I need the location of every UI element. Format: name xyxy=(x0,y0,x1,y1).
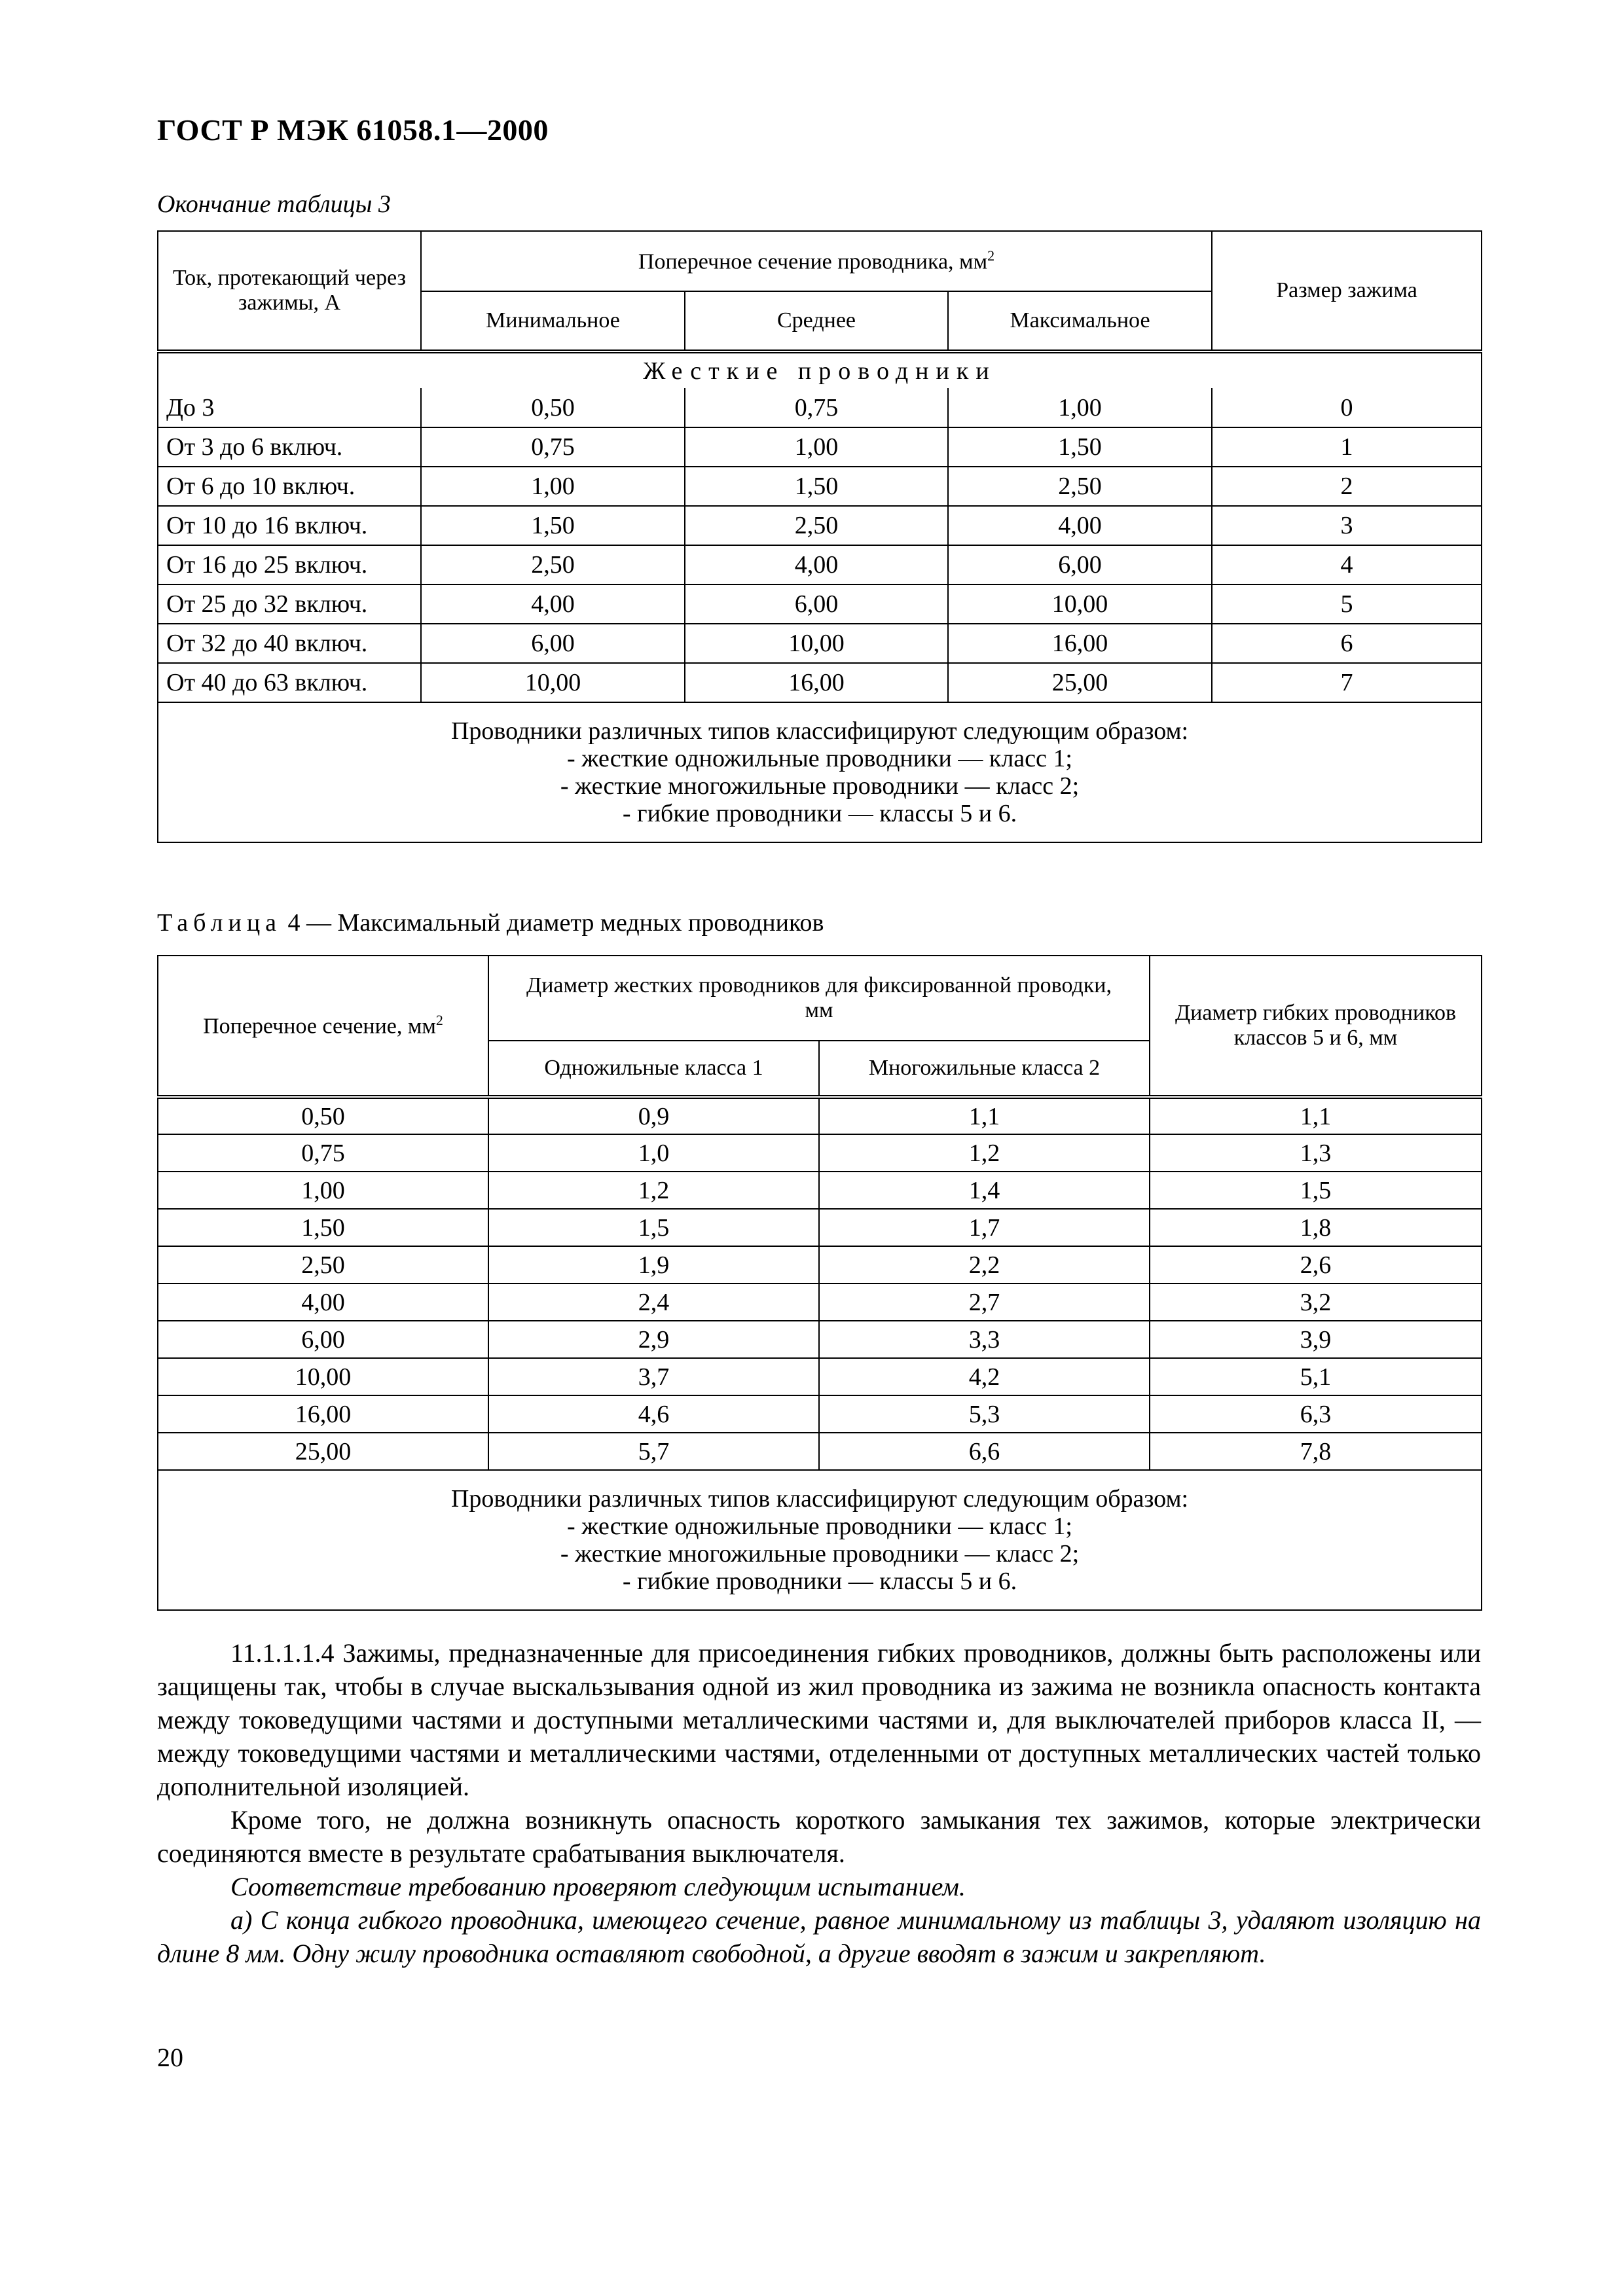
header-rigid-diameter: Диаметр жестких проводников для фиксированной проводки, мм xyxy=(488,956,1150,1041)
table4-caption: Таблица 4 — Максимальный диаметр медных проводников xyxy=(157,909,824,937)
table-row: 1,00 1,2 1,4 1,5 xyxy=(158,1172,1482,1209)
table-row: От 6 до 10 включ. 1,00 1,50 2,50 2 xyxy=(158,467,1482,506)
table-row: От 10 до 16 включ. 1,50 2,50 4,00 3 xyxy=(158,506,1482,545)
table-row: От 25 до 32 включ. 4,00 6,00 10,00 5 xyxy=(158,584,1482,624)
table4-note: Проводники различных типов классифицируют следующим образом: - жесткие одножильные проводники — класс 1; - жесткие многожильные проводники — класс 2; - гибкие проводники — классы 5 и 6. xyxy=(158,1470,1482,1610)
header-max: Максимальное xyxy=(948,291,1212,351)
table-row: До 3 0,50 0,75 1,00 0 xyxy=(158,388,1482,427)
paragraph-short-circuit: Кроме того, не должна возникнуть опасность короткого замыкания тех зажимов, которые электрически соединяются вместе в результате срабатывания выключателя. xyxy=(157,1805,1481,1868)
table-row: 6,00 2,9 3,3 3,9 xyxy=(158,1321,1482,1358)
page-number: 20 xyxy=(157,2043,183,2072)
table-row: От 40 до 63 включ. 10,00 16,00 25,00 7 xyxy=(158,663,1482,702)
header-single-core: Одножильные класса 1 xyxy=(488,1041,819,1097)
section-rigid-conductors: Жесткие проводники xyxy=(158,351,1482,388)
table3-note: Проводники различных типов классифицируют следующим образом: - жесткие одножильные проводники — класс 1; - жесткие многожильные проводники — класс 2; - гибкие проводники — классы 5 и 6. xyxy=(158,702,1482,842)
table-row: 16,00 4,6 5,3 6,3 xyxy=(158,1395,1482,1433)
table-row: От 32 до 40 включ. 6,00 10,00 16,00 6 xyxy=(158,624,1482,663)
document-header: ГОСТ Р МЭК 61058.1—2000 xyxy=(157,113,549,147)
paragraph-clause: 11.1.1.1.4 Зажимы, предназначенные для присоединения гибких проводников, должны быть расположены или защищены так, чтобы в случае выскальзывания одной из жил проводника из зажима не возникла опасность контакта между токоведущими частями и доступными металлическими частями и, для выключателей приборов класса II, — между токоведущими частями и металлическими частями, отделенными от доступных металлических частей только дополнительной изоляцией. xyxy=(157,1638,1481,1801)
table3-caption: Окончание таблицы 3 xyxy=(157,190,391,218)
table-row: 1,50 1,5 1,7 1,8 xyxy=(158,1209,1482,1246)
table-row: 2,50 1,9 2,2 2,6 xyxy=(158,1246,1482,1283)
table-row: 0,50 0,9 1,1 1,1 xyxy=(158,1097,1482,1134)
table-4 xyxy=(157,955,1482,1611)
table-3 xyxy=(157,230,1482,843)
header-cross-section: Поперечное сечение проводника, $мм^2$ xyxy=(421,231,1212,291)
paragraph-compliance: Соответствие требованию проверяют следующим испытанием. xyxy=(230,1872,966,1901)
table-row: От 3 до 6 включ. 0,75 1,00 1,50 1 xyxy=(158,427,1482,467)
paragraph-test-a: а) С конца гибкого проводника, имеющего сечение, равное минимальному из таблицы 3, удаляют изоляцию на длине 8 мм. Одну жилу проводника оставляют свободной, а другие вводят в зажим и закрепляют. xyxy=(157,1905,1481,1968)
body-text xyxy=(157,1636,1481,1970)
table-row: 0,75 1,0 1,2 1,3 xyxy=(158,1134,1482,1172)
header-clamp-size: Размер зажима xyxy=(1212,231,1482,351)
header-avg: Среднее xyxy=(685,291,948,351)
header-current: Ток, протекающий через зажимы, А xyxy=(158,231,421,351)
table-row: 10,00 3,7 4,2 5,1 xyxy=(158,1358,1482,1395)
table-row: 4,00 2,4 2,7 3,2 xyxy=(158,1283,1482,1321)
header-multi-core: Многожильные класса 2 xyxy=(819,1041,1150,1097)
header-min: Минимальное xyxy=(421,291,685,351)
table-row: От 16 до 25 включ. 2,50 4,00 6,00 4 xyxy=(158,545,1482,584)
table-row: 25,00 5,7 6,6 7,8 xyxy=(158,1433,1482,1470)
header-flexible-diameter: Диаметр гибких проводников классов 5 и 6, мм xyxy=(1150,956,1482,1097)
header-cross-section: Поперечное сечение, $мм^2$ xyxy=(158,956,488,1097)
